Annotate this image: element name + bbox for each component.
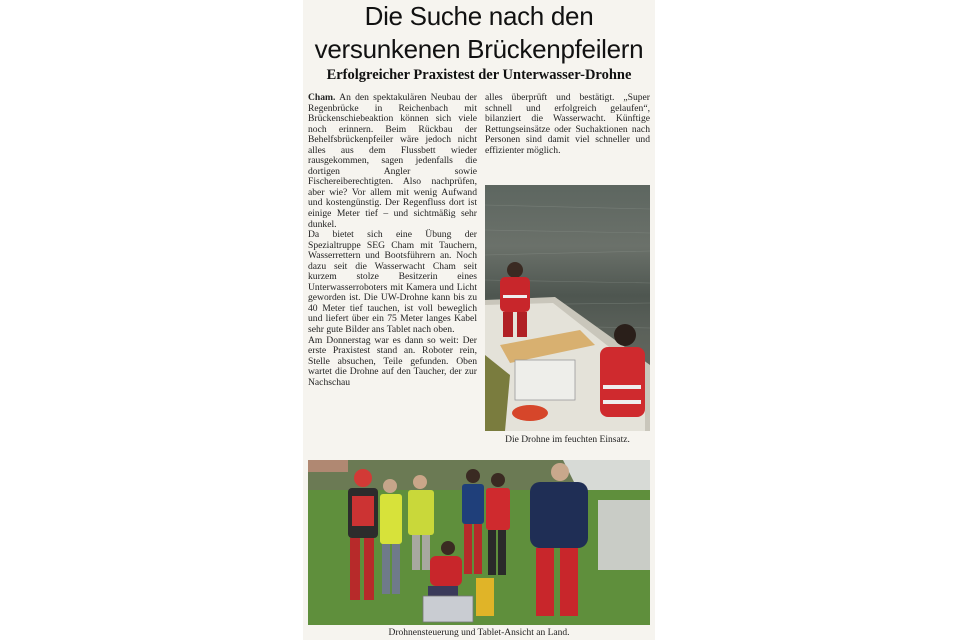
article-column-2	[485, 93, 650, 156]
photo-drone-control	[308, 460, 650, 625]
paragraph-3: Am Donnerstag war es dann so weit: Der erste Praxistest stand an. Roboter rein, Stelle absuchen, Teile gefunden. Oben wartet die Drohne auf den Taucher, der zur Nachschau	[308, 334, 477, 388]
headline-line-1: Die Suche nach den	[364, 1, 594, 31]
dateline: Cham.	[308, 92, 336, 103]
paragraph-1	[308, 93, 477, 230]
paragraph-4: alles überprüft und bestätigt. „Super schnell und erfolgreich gelaufen“, bilanziert die Wasserwacht. Künftige Rettungseinsätze oder Suchaktionen nach Personen sind damit viel schneller und effizienter möglich.	[485, 92, 650, 156]
article-column-1	[308, 93, 477, 388]
subheadline: Erfolgreicher Praxistest der Unterwasser-Drohne	[326, 67, 632, 83]
photo-drone-boat	[485, 185, 650, 431]
photo-1-caption: Die Drohne im feuchten Einsatz.	[505, 435, 630, 445]
paragraph-2: Da bietet sich eine Übung der Spezialtruppe SEG Cham mit Tauchern, Wasserrettern und Bootsführern an. Noch dazu seit die Wasserwacht Cham seit kurzem stolze Besitzerin eines Unterwasserroboters mit Kamera und Licht geworden ist. Die UW-Drohne kann bis zu 40 Meter tief tauchen, ist voll beweglich und liefert über ein 75 Meter langes Kabel sehr gute Bilder ans Tablet nach oben.	[308, 229, 477, 336]
paragraph-1-text: An den spektakulären Neubau der Regenbrücke in Reichenbach mit Brückenschiebeaktion können sich viele noch erinnern. Beim Rückbau der Behelfsbrückenpfeiler wäre jedoch nicht alles aus dem Flussbett wieder rausgekommen, sagen jedenfalls die dortigen Angler sowie Fischereiberechtigten. Also nachprüfen, aber wie? Vor allem mit wenig Aufwand und kostengünstig. Der Regenfluss dort ist einige Meter tief – und sichtmäßig sehr dunkel.	[308, 92, 477, 230]
headline-line-2: versunkenen Brückenpfeilern	[314, 34, 644, 64]
photo-2-caption: Drohnensteuerung und Tablet-Ansicht an Land.	[388, 628, 570, 638]
